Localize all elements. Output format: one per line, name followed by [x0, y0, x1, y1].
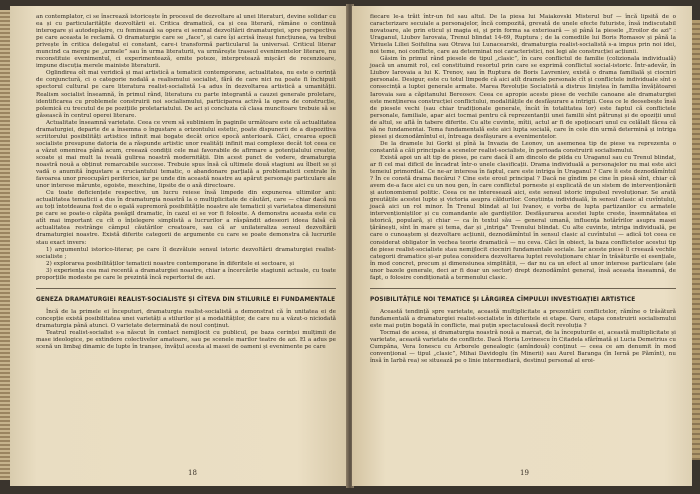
right-page-body-bottom: [370, 309, 676, 365]
paragraph: Teatrul realist-socialist s-a născut în contact nemijlocit cu publicul, pe baza cerinței mulțimii de mase ideologice, pe extindere colectivelor amatoare, sau pe scenele marilor teatre de azi. El a adus pe scenă un limbaj dinamic de lupte în tranșee, învățul acesta al masei de oameni și evenimente pe care: [36, 330, 336, 351]
paragraph: Această tendință spre varietate, această multiplicitate a prezentării conflictelor, rămîne o trăsătură fundamentală a dramaturgiei realist-socialiste în diferitele ei etape. Oare, etapa construirii socialismului este mai puțin bogată în conflicte, mai puțin spectaculoasă decît revoluția ?: [370, 308, 676, 330]
paragraph: Există apoi un alt tip de piese, pe care dacă îl am dincolo de pilda cu Uraganul sau cu Trenul blindat, ar fi cel mai dificil de încadrat într-o unele clasificații. Drama individuală a personajelor nu mai este aici temeiul primordial. Ce ne-ar interesa în faptul, care este intriga în Uraganul ? Care îi este deznodămîntul ? În ce constă drama fiecărui ? Cine este eroul principal ? Dacă ne gîndim pe cine în piesă sînt, chiar că avem de-a face aici cu un nou gen, în care conflictul porneste și explicată de un sistem de intervenționării și autonomismul politic. Ceea ce ne interesează aici, este sensul istoric impulsul revoluționar. Se arată greutățile acestei lupte și victoria asupra căldurilor. Conștiința individuală, în sensul clasic al cuvîntului, joacă aici un rol minor. În Trenul blindat al lui Ivanov, e vorba de lupta partizanilor cu armatele intervenționiștilor și cu comandante ale gardiștilor. Desfășurarea acestei lupte creste, însemnătatea ei istorică, populară, și chiar — ca în textul său — general umană, influența hotărîrilor asupra masei țărănești, sînt în mare și tema, dar și „intriga” Trenului blindat. Cu alte cuvinte, intriga individuală, pe care o cunoaștem și dezvoltare acțiunii, deznodămîntul în sensul clasic al cuvîntului — adică tot ceea ce considerat obligator în vechea teorie dramatică — nu ceva. Căci în obiect, la baza conflictelor acestui tip de piese realist-socialiste stau nemijlocit ciocniri fundamentale sociale. Iar aceste piese îl creează vechile categorii dramatice și-ar putea considera dezvoltarea luptei revoluționare chiar în trăsăturile ei esențiale, în mod concret, precum și dimensiunea simplității, — dar nu ca un efect al unor interese particulare (ale unor bazele generale, deci ar fi doar un sector) drept deznodămînt general, însă aceasta înseamnă, de fapt, o folosire condiționată a termenului clasic.: [370, 154, 676, 281]
list-item: 1) argumentul istorico-literar, pe care îl dezvăluie sensul istoric dezvoltării dramaturgiei realist-socialiste ;: [36, 246, 336, 260]
paragraph: Tocmai de aceea, și dramaturgia noastră nouă a marcat, de la începuturile ei, această multiplicitate și varietate, această varietate de conflicte. Dacă Horia Lovinescu în Citadela sfărîmată și Lucia Demetrius cu Cumpăna, Vera Ionescu cu Arborele genealogic (amîndouă) conținut — ceea ce am denumit în mod convențional — tipul „clasic”, Mihai Davidoglu (în Minerii) sau Aurel Baranga (în Iernă pe Pămînt), nu însă în Iarbă rea) se situează pe o linie intermediară, destinul personal al eroi-: [370, 330, 676, 365]
section-heading: GENEZA DRAMATURGIEI REALIST-SOCIALISTE ȘI CÎTEVA DIN STILURILE EI FUNDAMENTALE: [36, 296, 336, 303]
list-item: 2) explorarea posibilităților tematicii noastre contemporane în diferitele ei sectoare, și: [46, 260, 295, 267]
paragraph: Găsim în primul rând piesele de tipul „clasic”, în care conflictul de familie (colizionala individuală) joacă un anumit rol, cel constituind resortul prin care se exprimă conflictul social-istoric. Într-adevăr, în Liubov Iarovaia a lui K. Trenov, sau în Ruptura de Boris Lavreniev, există o drama familială și ciocniri personale. Desigur, este cu totul limpede că aici atît dramele personale cît și conflictele individuale sînt o consecință a luptei generale armate. Marea Revoluție Socialistă a distrus liniștea în familia învățătoarei Iarovaia sau a căpitanului Bereosov. Ceea ce apropie aceste piese de vechile canoane ale dramaturgiei este menținerea construcției conflictului, modalitățile de desfășurare a intrigii. Ceea ce le deosebește însă de piesele vechi (sau chiar tradiționale generale, încât în totalitatea lor) este faptul că conflictele personale, familiale, apar aici tocmai pentru că reprezentanții unei familii sînt pătrunși și de opoziții unul de altul, se află în tabere diferite. Cu alte cuvinte, mîtii, actul ar fi de spoțiocari unul cu celălalt făcea că să ne fundamentai. Tema fundamentală este aici lupta socială, care în cele din urmă determină și intriga piesei și deznodămîntul ei, întreaga desfășurare a evenimentelor.: [370, 56, 676, 140]
right-page-edges: [692, 20, 700, 460]
right-page-body-top: [370, 14, 676, 282]
left-page-edges: [0, 10, 10, 480]
left-page-body-bottom: [36, 309, 336, 351]
section-divider: [36, 288, 336, 289]
page-number: 19: [520, 469, 529, 477]
paragraph: Încă de la primele ei începuturi, dramaturgia realist-socialistă a demonstrat că în unitatea ei de concepție există posibilitatea unei varietăți a stilurilor și a modalităților, de care nu a văzut-o niciodată dramaturgia până atunci. O varietate determinată de noul conținut.: [36, 308, 336, 330]
section-divider: [370, 288, 676, 289]
paragraph: Oglindirea oît mai veridică și mai artistică a tematicii contemporane, actualitatea, nu este o cerință de conjunctură, ci o categorie nodală a realismului socialist, fără de care nici nu poate fi închipuit spectorul cultural pe care literatura realist-socialistă l-a adus în dezvoltarea artistică a umanității. Realism socialist înseamnă, în primul rând, literatura cu parte integrantă a cauzei generale proletare, identificarea cu problemele construirii noi socialismului, participarea activă la opera de construcție, polemică cu trecutul de pe pozițiile proletariatului. De aci și concluzia că clasa muncitoare trebuie să se găsească în centrul operei literare.: [36, 70, 336, 119]
left-page: [10, 6, 348, 486]
page-number: 18: [188, 469, 197, 477]
paragraph: De la dramele lui Gorki și pînă la Invazia de Leonov, un asemenea tip de piese va reprezenta o constantă a căii principale a scenelor realist-socialiste, în perioada construirii socialismului.: [370, 140, 676, 154]
section-heading: POSIBILITĂȚILE NOI TEMATICE ȘI LĂRGIREA CÎMPULUI INVESTIGAȚIEI ARTISTICE: [370, 296, 636, 303]
right-page: [352, 6, 692, 486]
paragraph: fiecare le-a trăit într-un fel sau altul. De la piesa lui Maiakovski Misterul buf — încă lipsită de o caracterizare secuiale a personajelor, încă compozită, grevată de unele efecte futuriste, însă indiscutabil novatoare, ale prin eticul și magia ei, și prin forma sa exterioară — și până la piesele „Eroilor de azi” : Uraganul, Liubov Iarovaia, Trenul blindat 14-69, Ruptura ; de la comediile lui Boris Romasov și până la Viriuela Liliei Soifulina sau Otrava lui Lunacearski, dramaturgia realist-socialistă s-a impus prin noi idei, noi teme, noi conflicte, care au determinat noi caracteristici, noi legi ale construcției acțiunii.: [370, 14, 676, 56]
paragraph: Cu toate deficiențele respective, un lucru reiese însă limpede din expunerea ultimilor ani: actualitatea tematicii a dus în dramaturgia noastră la o multiplicitate de căutări, care — chiar dacă nu au toți întotdeauna fost de o egală supremoră posibilitățile noastre ale tematicii și varietatea dimensiuni pe care se poate-o căpăta pseăgil dramatic, în cazul ei se vor fi folosite. A demonstra aceasta este cu atît mai important cu cît o înțelegere simplistă a lucrurilor a răspândit adeseori ideea falsă că actualitatea restrânge câmpul căutărilor creatoare, sau că ar unilateraliza sensul dezvoltării dramaturgiei noastre. Există diferite categorii de argumente cu care se poate demonstra că lucrurile stau exact invers:: [36, 190, 336, 246]
paragraph: an contemplator, ci se înscrează istoricește în procesul de dezvoltare al unei literaturi, devine solidar cu ea și cu particularitățile dezvoltării ei. Critica dramatică, ca și cea literară, rămâne o continuă interogare și autodepășire, cu feminează sa opera ei semnal dezvoltării dramaturgiei, spre perspectiva pe care aceasta le reclamă. O dramaturgie care se „face”, și care își acrisă însuși funcțiunea, va trebui privește în critica delegatul ei constant, care-i transformă particularul la universal. Criticul literar muncind ca merge pe „urmele” sau în urma literaturii, va urmărește traseul evenimentelor literare, nu reconstituie evenimentul, ci experimentează, emite poteze, interpretează mișcări de recenzioare, impune discuția merele mainiste literaturii.: [36, 14, 336, 70]
paragraph: Actualitate înseamnă varietate. Ceea ce vrem să subliniem în paginile următoare este că actualitatea dramaturgiei, departe de a însemna o îngustare a orizontului estetic, poate dispunerii de a dispozitiva scriitorului posibilități artistice infinit mai bogate decât orice epocă anterioară. Căci, crearea epocii socialiste presupune datoria de a răspunde artistic unor realități infinit mai complexe decât tot ceea ce a văzut omenirea până acum, creează condiții cele mai favorabile de afirmare a potențialului creator, scoate și mai mult la iveală gulirea noastră modernității. Din acest punct de vedere, dramaturgia noastră nouă a obținut remarcabile succese. Trebuie spus însă că ultimele două stagiuni au îlbeit se și vadă o anumită îngustare a cruciantului tematic, o abandonare parțială a problematicii centrale în favoarea unor preocupări periferice, iar pe unde din această noastre au apărut personaje particulare ale unor interese mărunte, egoiste, meschine, lipsite de o axă directoare.: [36, 119, 336, 190]
left-page-body-top: [36, 14, 336, 282]
list-item: 3) experiența cea mai recentă a dramaturgiei noastre, chiar a încercările stagiunii actuale, cu toate proporțiile modeste pe care le prezintă încă repertoriul de azi.: [36, 267, 336, 281]
